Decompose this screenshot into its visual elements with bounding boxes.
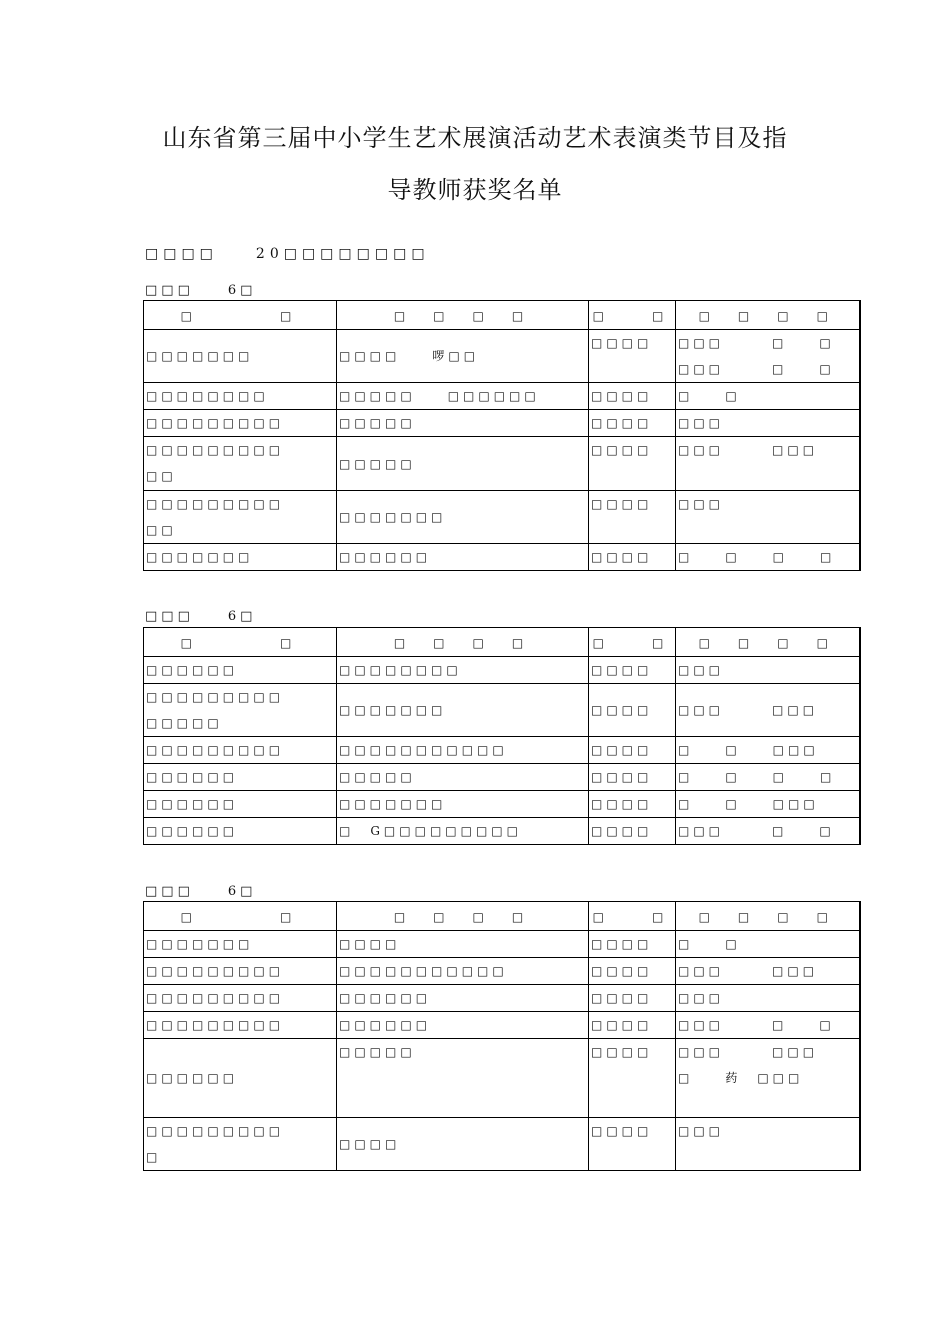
table-row bbox=[144, 985, 860, 1012]
table-cell: □□□□ bbox=[589, 544, 676, 571]
table-row bbox=[144, 330, 860, 383]
table-header-row bbox=[144, 902, 860, 931]
table-cell: □□□□ bbox=[589, 1118, 676, 1171]
table-cell: □□□□□□ bbox=[337, 544, 589, 571]
table-cell: □□□□□□□ bbox=[337, 684, 589, 737]
table-cell: □□□□□□□□□ bbox=[144, 410, 337, 437]
header-cell: □ □ bbox=[144, 902, 337, 931]
table-cell: □□□□ bbox=[589, 818, 676, 845]
table-row bbox=[144, 437, 860, 491]
header-cell: □ □ □ □ bbox=[337, 628, 589, 657]
document-subtitle: □□□□ 20□□□□□□□□ bbox=[145, 246, 430, 262]
header-cell: □ □ □ □ bbox=[676, 902, 860, 931]
award-table bbox=[143, 627, 861, 845]
table-cell: □□□□□□□□□ bbox=[144, 985, 337, 1012]
table-cell: □□□□□ □□□□□□ bbox=[337, 383, 589, 410]
table-row bbox=[144, 684, 860, 737]
table-cell: □□□ □□□ □ 药 □□□ bbox=[676, 1039, 860, 1118]
table-row bbox=[144, 410, 860, 437]
table-cell: □□□ bbox=[676, 491, 860, 544]
table-cell: □□□□□□ bbox=[337, 985, 589, 1012]
table-cell: □□□□□□□□□ bbox=[144, 737, 337, 764]
table-cell: □ □ □ □ bbox=[676, 544, 860, 571]
table-row bbox=[144, 1012, 860, 1039]
table-cell: □□□□□□□ bbox=[337, 791, 589, 818]
table-cell: □□□□ bbox=[337, 1118, 589, 1171]
section-label: □□□ 6□ bbox=[145, 283, 257, 298]
table-cell: □□□□□□□□□ □□ bbox=[144, 437, 337, 491]
table-cell: □□□□ bbox=[589, 958, 676, 985]
header-cell: □ □ bbox=[144, 628, 337, 657]
table-cell: □□□□ bbox=[589, 383, 676, 410]
table-row bbox=[144, 1039, 860, 1118]
document-title-line-1: 山东省第三届中小学生艺术展演活动艺术表演类节目及指 bbox=[162, 124, 788, 152]
table-cell: □□□□□□□□□□□ bbox=[337, 737, 589, 764]
table-cell: □□□□□ bbox=[337, 437, 589, 491]
header-cell: □ □ □ □ bbox=[337, 301, 589, 330]
header-cell: □ □ □ □ bbox=[337, 902, 589, 931]
table-cell: □□□□ 啰□□ bbox=[337, 330, 589, 383]
table-cell: □□□□□□□□□ □□□□□ bbox=[144, 684, 337, 737]
table-row bbox=[144, 737, 860, 764]
table-cell: □□□□□□ bbox=[337, 1012, 589, 1039]
table-cell: □□□□□□ bbox=[144, 657, 337, 684]
table-cell: □□□□ bbox=[337, 931, 589, 958]
table-cell: □□□ □□□ bbox=[676, 437, 860, 491]
table-cell: □□□ □□□ bbox=[676, 684, 860, 737]
header-cell: □ □ bbox=[144, 301, 337, 330]
table-cell: □□□□□□□□□ bbox=[144, 958, 337, 985]
header-cell: □ □ □ □ bbox=[676, 628, 860, 657]
award-table bbox=[143, 901, 861, 1171]
table-cell: □□□□□□□□□ □ bbox=[144, 1118, 337, 1171]
table-cell: □□□□ bbox=[589, 410, 676, 437]
table-cell: □□□ bbox=[676, 410, 860, 437]
table-row bbox=[144, 764, 860, 791]
table-cell: □□□□ bbox=[589, 657, 676, 684]
table-cell: □□□□□□□□□ □□ bbox=[144, 491, 337, 544]
table-cell: □□□□□□□□ bbox=[144, 383, 337, 410]
table-cell: □ G□□□□□□□□□ bbox=[337, 818, 589, 845]
table-cell: □□□ bbox=[676, 985, 860, 1012]
table-row bbox=[144, 931, 860, 958]
table-cell: □ □ bbox=[676, 931, 860, 958]
table-cell: □□□□ bbox=[589, 1039, 676, 1118]
table-header-row bbox=[144, 628, 860, 657]
table-cell: □□□□□□ bbox=[144, 764, 337, 791]
table-row bbox=[144, 491, 860, 544]
table-cell: □□□□□□ bbox=[144, 818, 337, 845]
header-cell: □ □ bbox=[589, 902, 676, 931]
header-cell: □ □ bbox=[589, 628, 676, 657]
table-row bbox=[144, 791, 860, 818]
table-cell: □□□□□□□□□ bbox=[144, 1012, 337, 1039]
table-cell: □□□ □ □ bbox=[676, 818, 860, 845]
table-cell: □ □ bbox=[676, 383, 860, 410]
table-cell: □□□□□□□ bbox=[144, 544, 337, 571]
award-table bbox=[143, 300, 861, 571]
table-cell: □□□□□□□ bbox=[337, 491, 589, 544]
table-cell: □ □ □ □ bbox=[676, 764, 860, 791]
table-row bbox=[144, 818, 860, 845]
table-cell: □□□□□□□ bbox=[144, 931, 337, 958]
table-cell: □□□□ bbox=[589, 985, 676, 1012]
table-cell: □□□ □ □ bbox=[676, 1012, 860, 1039]
table-cell: □□□□ bbox=[589, 491, 676, 544]
table-cell: □□□ □□□ bbox=[676, 958, 860, 985]
table-row bbox=[144, 958, 860, 985]
table-cell: □ □ □□□ bbox=[676, 791, 860, 818]
table-cell: □□□□□□ bbox=[144, 791, 337, 818]
table-cell: □□□□ bbox=[589, 931, 676, 958]
table-row bbox=[144, 383, 860, 410]
table-cell: □□□□□□□□□□□ bbox=[337, 958, 589, 985]
header-cell: □ □ bbox=[589, 301, 676, 330]
table-row bbox=[144, 544, 860, 571]
table-cell: □□□ bbox=[676, 657, 860, 684]
table-cell: □□□ bbox=[676, 1118, 860, 1171]
table-cell: □□□□ bbox=[589, 437, 676, 491]
document-title-line-2: 导教师获奖名单 bbox=[387, 176, 563, 204]
section-label: □□□ 6□ bbox=[145, 884, 257, 899]
table-cell: □□□□□□ bbox=[144, 1039, 337, 1118]
table-cell: □ □ □□□ bbox=[676, 737, 860, 764]
table-row bbox=[144, 1118, 860, 1171]
section-label: □□□ 6□ bbox=[145, 609, 257, 624]
table-cell: □□□□□ bbox=[337, 764, 589, 791]
table-cell: □□□□ bbox=[589, 1012, 676, 1039]
table-cell: □□□□□□□ bbox=[144, 330, 337, 383]
table-cell: □□□□ bbox=[589, 684, 676, 737]
table-cell: □□□□ bbox=[589, 791, 676, 818]
table-cell: □□□□ bbox=[589, 764, 676, 791]
table-cell: □□□□□ bbox=[337, 410, 589, 437]
table-cell: □□□□ bbox=[589, 330, 676, 383]
table-cell: □□□ □ □ □□□ □ □ bbox=[676, 330, 860, 383]
table-cell: □□□□□□□□ bbox=[337, 657, 589, 684]
header-cell: □ □ □ □ bbox=[676, 301, 860, 330]
table-cell: □□□□ bbox=[589, 737, 676, 764]
table-cell: □□□□□ bbox=[337, 1039, 589, 1118]
table-header-row bbox=[144, 301, 860, 330]
table-row bbox=[144, 657, 860, 684]
